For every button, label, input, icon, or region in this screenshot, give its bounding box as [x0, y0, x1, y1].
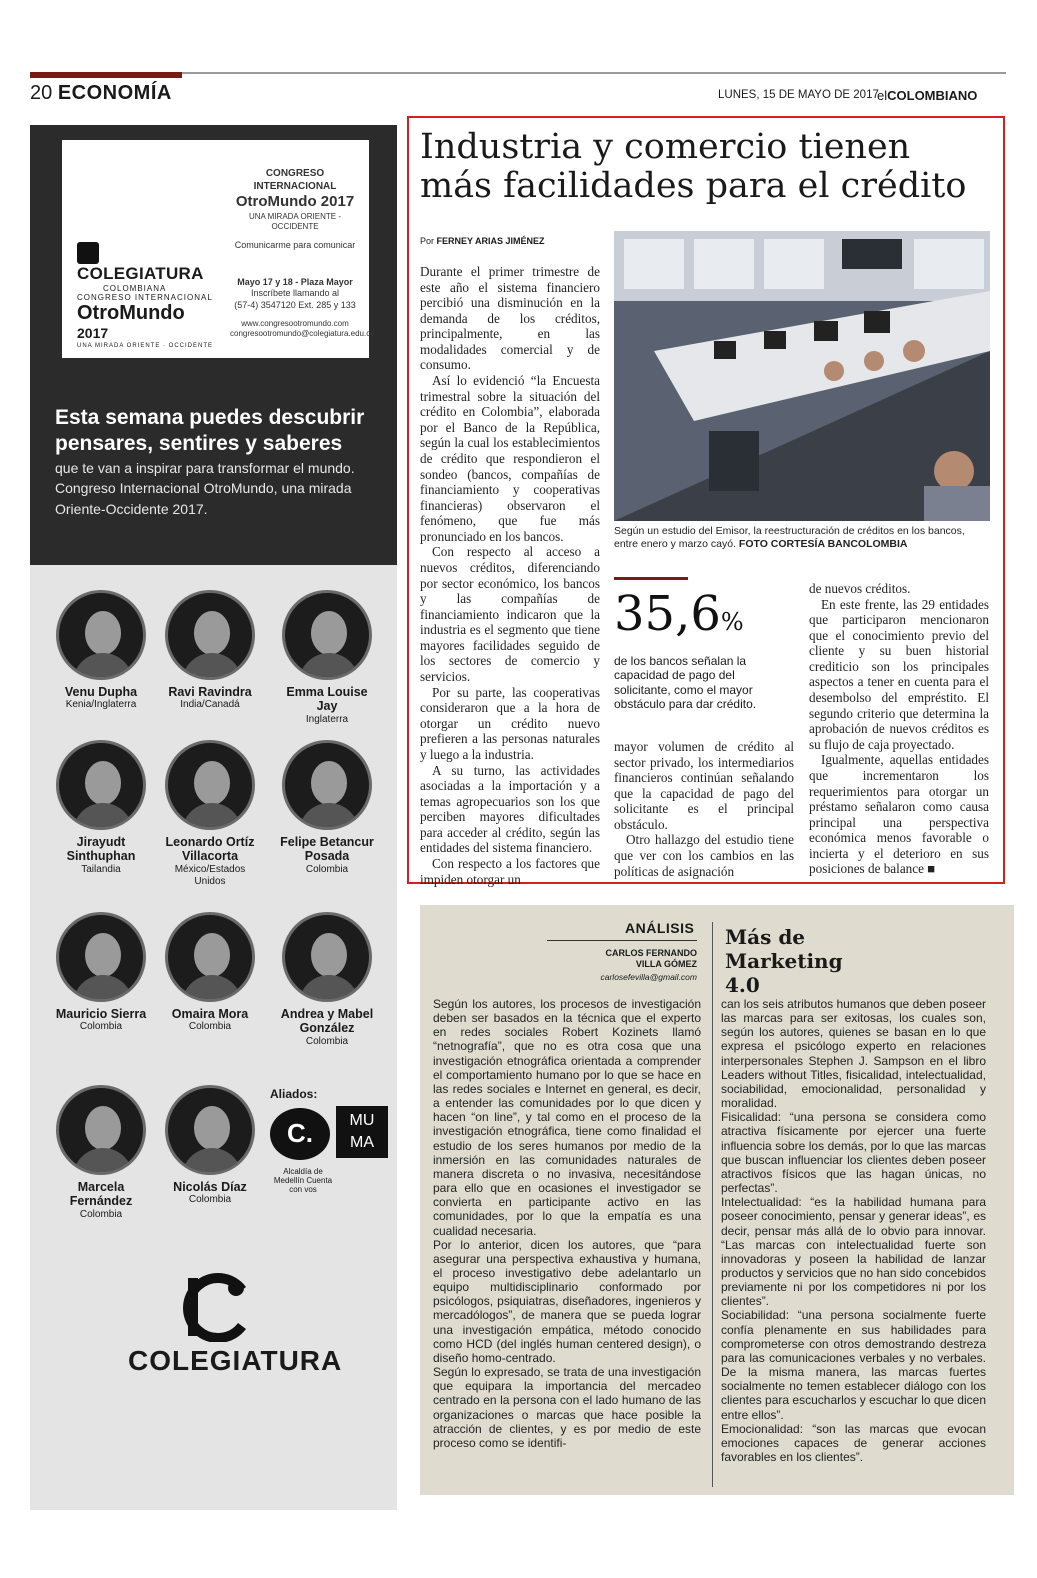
- speaker-card: [278, 912, 376, 1048]
- analysis-paragraph: Según lo expresado, se trata de una investigación que equipara la importancia del mercadeo centrado en la persona con el lado humano de las organizaciones o marcas que hace posible la atracción de clientes, y es por medio de este proceso como se identifi-: [433, 1365, 701, 1450]
- analysis-paragraph: Fisicalidad: “una persona se considera como atractiva físicamente por ejercer una fuerte influencia sobre los demás, por lo que las marcas que buscan influenciar los clientes deben poseer atractivos físicos que las hagan únicas, no perfectas”.: [721, 1110, 986, 1196]
- ad-right-line1: CONGRESO INTERNACIONAL: [253, 168, 337, 192]
- section-name: ECONOMÍA: [57, 82, 172, 104]
- speaker-photo: [56, 590, 146, 680]
- analysis-paragraph: Intelectualidad: “es la habilidad humana para poseer conocimiento, pensar y generar ideas”, es decir, pensar más allá de lo obvio para innovar. “Las marcas con intelectualidad fuerte son innovadoras y poseen la habilidad de lanzar productos y servicios que no han sido concebidos previamente ni por los competidores ni por los clientes”.: [721, 1195, 986, 1309]
- article-byline: [420, 236, 545, 246]
- colegiatura-event-logo: [77, 242, 217, 349]
- ally-logo-c: C.: [270, 1108, 330, 1160]
- article-paragraph: Otro hallazgo del estudio tiene que ver con los cambios en las políticas de asignación: [614, 832, 794, 879]
- author-line2: VILLA GÓMEZ: [635, 958, 697, 969]
- byline-author: FERNEY ARIAS JIMÉNEZ: [436, 236, 545, 246]
- speaker-country: Colombia: [305, 863, 349, 875]
- caption-text: Según un estudio del Emisor, la reestructuración de créditos en los bancos, entre enero y marzo cayó.: [614, 525, 965, 551]
- speaker-country: Kenia/Inglaterra: [65, 699, 137, 711]
- logo-line1: COLEGIATURA: [77, 264, 204, 283]
- speaker-card: [52, 740, 150, 876]
- analysis-paragraph: can los seis atributos humanos que deben poseer las marcas para ser exitosas, los cuales son, según los autores, quienes se basan en lo que expresa el psicólogo experto en relaciones interpersonales Stephen J. Sampson en el libro Leaders without Titles, fisicalidad, intelectualidad, sociabilidad, emocionalidad, personalidad y moralidad.: [721, 997, 986, 1111]
- ad-right-line3: UNA MIRADA ORIENTE - OCCIDENTE: [248, 211, 341, 231]
- ad-right-line2: OtroMundo 2017: [235, 193, 355, 210]
- speaker-photo: [282, 912, 372, 1002]
- logo-mark-icon: [77, 242, 99, 264]
- colegiatura-footer-logo: COLEGIATURA: [128, 1345, 343, 1376]
- speaker-card: [158, 740, 262, 888]
- speaker-name: Venu Dupha: [64, 685, 138, 699]
- speaker-country: Tailandia: [81, 863, 121, 875]
- article-paragraph: Por su parte, las cooperativas consideraron que a la hora de otorgar un crédito nuevo prefieren a las personas naturales y luego a la industria.: [420, 684, 600, 762]
- masthead-prefix: el: [877, 88, 888, 103]
- section-bar: [30, 72, 182, 78]
- article-paragraph: Igualmente, aquellas entidades que incrementaron los requerimientos para otorgar un préstamo señalaron como causa principal una perspectiva económica menos favorable o incierta y el deterioro en sus posiciones de balance ■: [809, 752, 989, 877]
- stat-figure: [614, 586, 744, 642]
- speaker-photo: [165, 590, 255, 680]
- ad-subline: que te van a inspirar para transformar el mundo. Congreso Internacional OtroMundo, una mirada Oriente-Occidente 2017.: [55, 460, 355, 517]
- article-column-2: [614, 739, 794, 879]
- speaker-country: India/Canadá: [180, 699, 240, 711]
- speaker-country: Colombia: [305, 1035, 349, 1047]
- logo-year: 2017: [77, 325, 109, 341]
- speaker-photo: [56, 912, 146, 1002]
- article-paragraph: Con respecto a los factores que impiden otorgar un: [420, 855, 600, 887]
- speaker-photo: [165, 740, 255, 830]
- speaker-card: [278, 740, 376, 876]
- speaker-name: Mauricio Sierra: [55, 1007, 147, 1021]
- logo-line3: CONGRESO INTERNACIONAL: [77, 293, 213, 302]
- ad-right-line7: (57-4) 3547120 Ext. 285 y 133: [234, 299, 356, 310]
- article-paragraph: A su turno, las actividades asociadas a la importación y a temas agropecuarios son los que perciben mayores dificultades para acceder al crédito, según las entidades del sistema financiero.: [420, 762, 600, 856]
- stat-rule: [614, 577, 688, 580]
- analysis-column-left: [433, 997, 701, 1450]
- masthead: [877, 88, 977, 103]
- speaker-country: Colombia: [79, 1208, 123, 1220]
- article-paragraph: En este frente, las 29 entidades que participaron mencionaron que el conocimiento previo del cliente y su buen historial crediticio son los principales aspectos a tener en cuenta para el desembolso del empréstito. El segundo criterio que determina la aprobación de nuevos créditos es su flujo de caja proyectado.: [809, 596, 989, 752]
- analysis-label: ANÁLISIS: [625, 920, 695, 936]
- speaker-name: Jirayudt Sinthuphan: [66, 835, 136, 864]
- masthead-name: COLOMBIANO: [887, 88, 978, 103]
- ad-right-line8[interactable]: www.congresootromundo.com: [241, 318, 349, 328]
- page-header-left: [30, 82, 172, 105]
- office-photo-illustration: [614, 231, 990, 521]
- speaker-name: Andrea y Mabel González: [280, 1007, 374, 1036]
- ad-headline: Esta semana puedes descubrir pensares, sentires y saberes: [55, 406, 365, 456]
- speaker-name: Leonardo Ortíz Villacorta: [165, 835, 255, 864]
- caption-credit: FOTO CORTESÍA BANCOLOMBIA: [738, 538, 908, 551]
- article-column-3: [809, 581, 989, 877]
- speaker-country: México/Estados Unidos: [174, 863, 246, 887]
- colegiatura-logo-icon: [150, 1272, 270, 1342]
- analysis-paragraph: Por lo anterior, dicen los autores, que “para asegurar una perspectiva exhaustiva y humana, el proceso investigativo debe adelantarlo un equipo multidisciplinario conformado por psicólogos, psiquiatras, diseñadores, ingenieros y mercadólogos”, de manera que se pueda lograr una investigación empática, método conocido como HCD (del inglés human centered design), o diseño homo-centrado.: [433, 1237, 701, 1365]
- stat-unit: %: [720, 608, 744, 636]
- stat-caption: de los bancos señalan la capacidad de pago del solicitante, como el mayor obstáculo para dar crédito.: [614, 654, 757, 712]
- page-number: 20: [30, 82, 53, 104]
- article-photo: [614, 231, 990, 521]
- speaker-name: Ravi Ravindra: [168, 685, 252, 699]
- analysis-author: [547, 948, 697, 970]
- ad-right-line4: Comunicarme para comunicar: [234, 239, 356, 250]
- ally-logo-muma: MU MA: [336, 1106, 388, 1158]
- article-column-1: [420, 264, 600, 887]
- speaker-card: [52, 590, 150, 711]
- analysis-paragraph: Sociabilidad: “una persona socialmente fuerte confía plenamente en sus habilidades para comprometerse con otros demostrando destreza para las comunicaciones verbales y no verbales. De la misma manera, las marcas fuertes socialmente no temen establecer diálogo con los clientes para escucharlos y escuchar lo que dicen entre ellos”.: [721, 1308, 986, 1422]
- logo-line4: OtroMundo: [77, 302, 185, 324]
- speaker-photo: [165, 912, 255, 1002]
- speaker-card: [161, 590, 259, 711]
- speaker-name: Marcela Fernández: [69, 1180, 133, 1209]
- analysis-divider: [712, 922, 713, 1487]
- speaker-photo: [282, 590, 372, 680]
- analysis-title: Más de Marketing 4.0: [725, 925, 843, 997]
- issue-date: LUNES, 15 DE MAYO DE 2017: [718, 89, 879, 101]
- ad-right-line5: Mayo 17 y 18 - Plaza Mayor: [237, 277, 353, 287]
- logo-line2: COLOMBIANA: [103, 284, 167, 293]
- speaker-card: [161, 912, 259, 1033]
- speaker-country: Colombia: [188, 1021, 232, 1033]
- article-paragraph: Así lo evidenció “la Encuesta trimestral sobre la situación del crédito en Colombia”, elaborada por el Banco de la República, según la cual los establecimientos de crédito que respondieron el sondeo (bancos, compañías de financiamiento y cooperativas financieras) observaron el fenómeno, que fue más pronunciado en los bancos.: [420, 373, 600, 544]
- speaker-name: Felipe Betancur Posada: [280, 835, 374, 864]
- ad-right-line6: Inscríbete llamando al: [250, 288, 340, 299]
- speaker-photo: [282, 740, 372, 830]
- ally-logo-alcaldia: Alcaldía de Medellín Cuenta con vos: [273, 1167, 333, 1194]
- speaker-photo: [165, 1085, 255, 1175]
- stat-value: 35,6: [614, 586, 721, 642]
- author-email[interactable]: carlosefevilla@gmail.com: [600, 972, 697, 982]
- article-paragraph: Durante el primer trimestre de este año el sistema financiero percibió una disminución en la demanda de los créditos, principalmente, en las modalidades comercial y de consumo.: [420, 264, 600, 373]
- photo-caption: [614, 525, 990, 551]
- ad-right-line9[interactable]: congresootromundo@colegiatura.edu.co: [230, 328, 375, 338]
- speaker-photo: [56, 1085, 146, 1175]
- article-paragraph: de nuevos créditos.: [809, 581, 911, 596]
- author-line1: CARLOS FERNANDO: [605, 948, 697, 958]
- speaker-name: Emma Louise Jay: [286, 685, 368, 714]
- speaker-country: Colombia: [79, 1021, 123, 1033]
- article-paragraph: Con respecto al acceso a nuevos créditos, diferenciando por sector económico, los bancos y las compañías de financiamiento indicaron que la industria es el segmento que tiene mayores facilidades seguido de los sectores de comercio y servicios.: [420, 544, 600, 685]
- speaker-name: Nicolás Díaz: [173, 1180, 247, 1194]
- speaker-country: Inglaterra: [305, 713, 349, 725]
- allies-label: Aliados:: [270, 1087, 318, 1101]
- byline-prefix: Por: [420, 236, 435, 246]
- article-paragraph: mayor volumen de crédito al sector privado, los intermediarios financieros continúan señalando que la capacidad de pago del solicitante es el principal obstáculo.: [614, 739, 794, 832]
- article-title: Industria y comercio tienen más facilidades para el crédito: [420, 127, 967, 207]
- analysis-column-right: [721, 997, 986, 1464]
- ad-event-info: [230, 168, 375, 339]
- analysis-paragraph: Emocionalidad: “son las marcas que evocan emociones capaces de generar acciones favorables en los clientes”.: [721, 1421, 986, 1464]
- analysis-paragraph: Según los autores, los procesos de investigación deben ser basados en la técnica que el experto en redes sociales Robert Kozinets llamó “netnografía”, que no es otra cosa que una investigación etnográfica orientada a comprender el comportamiento humano por lo que se hace en las redes sociales e Internet en general, es decir, a entender las comunidades por lo que dicen y hacen “on line”, y tal como en el proceso de la investigación etnográfica, tiene como finalidad el estudio de los seres humanos por medio de la inmersión en las comunidades naturales de manera discreta o no invasiva, necesitándose para ello que en ocasiones el investigador se convierta en participante activo en las comunidades, por lo que la empatía es una cualidad necesaria.: [433, 997, 701, 1238]
- speaker-photo: [56, 740, 146, 830]
- speaker-name: Omaira Mora: [171, 1007, 249, 1021]
- analysis-rule: [547, 940, 697, 941]
- speaker-card: [161, 1085, 259, 1206]
- speaker-card: [52, 1085, 150, 1221]
- logo-sub: UNA MIRADA ORIENTE · OCCIDENTE: [77, 343, 214, 349]
- speaker-card: [52, 912, 150, 1033]
- speaker-country: Colombia: [188, 1194, 232, 1206]
- speaker-card: [278, 590, 376, 726]
